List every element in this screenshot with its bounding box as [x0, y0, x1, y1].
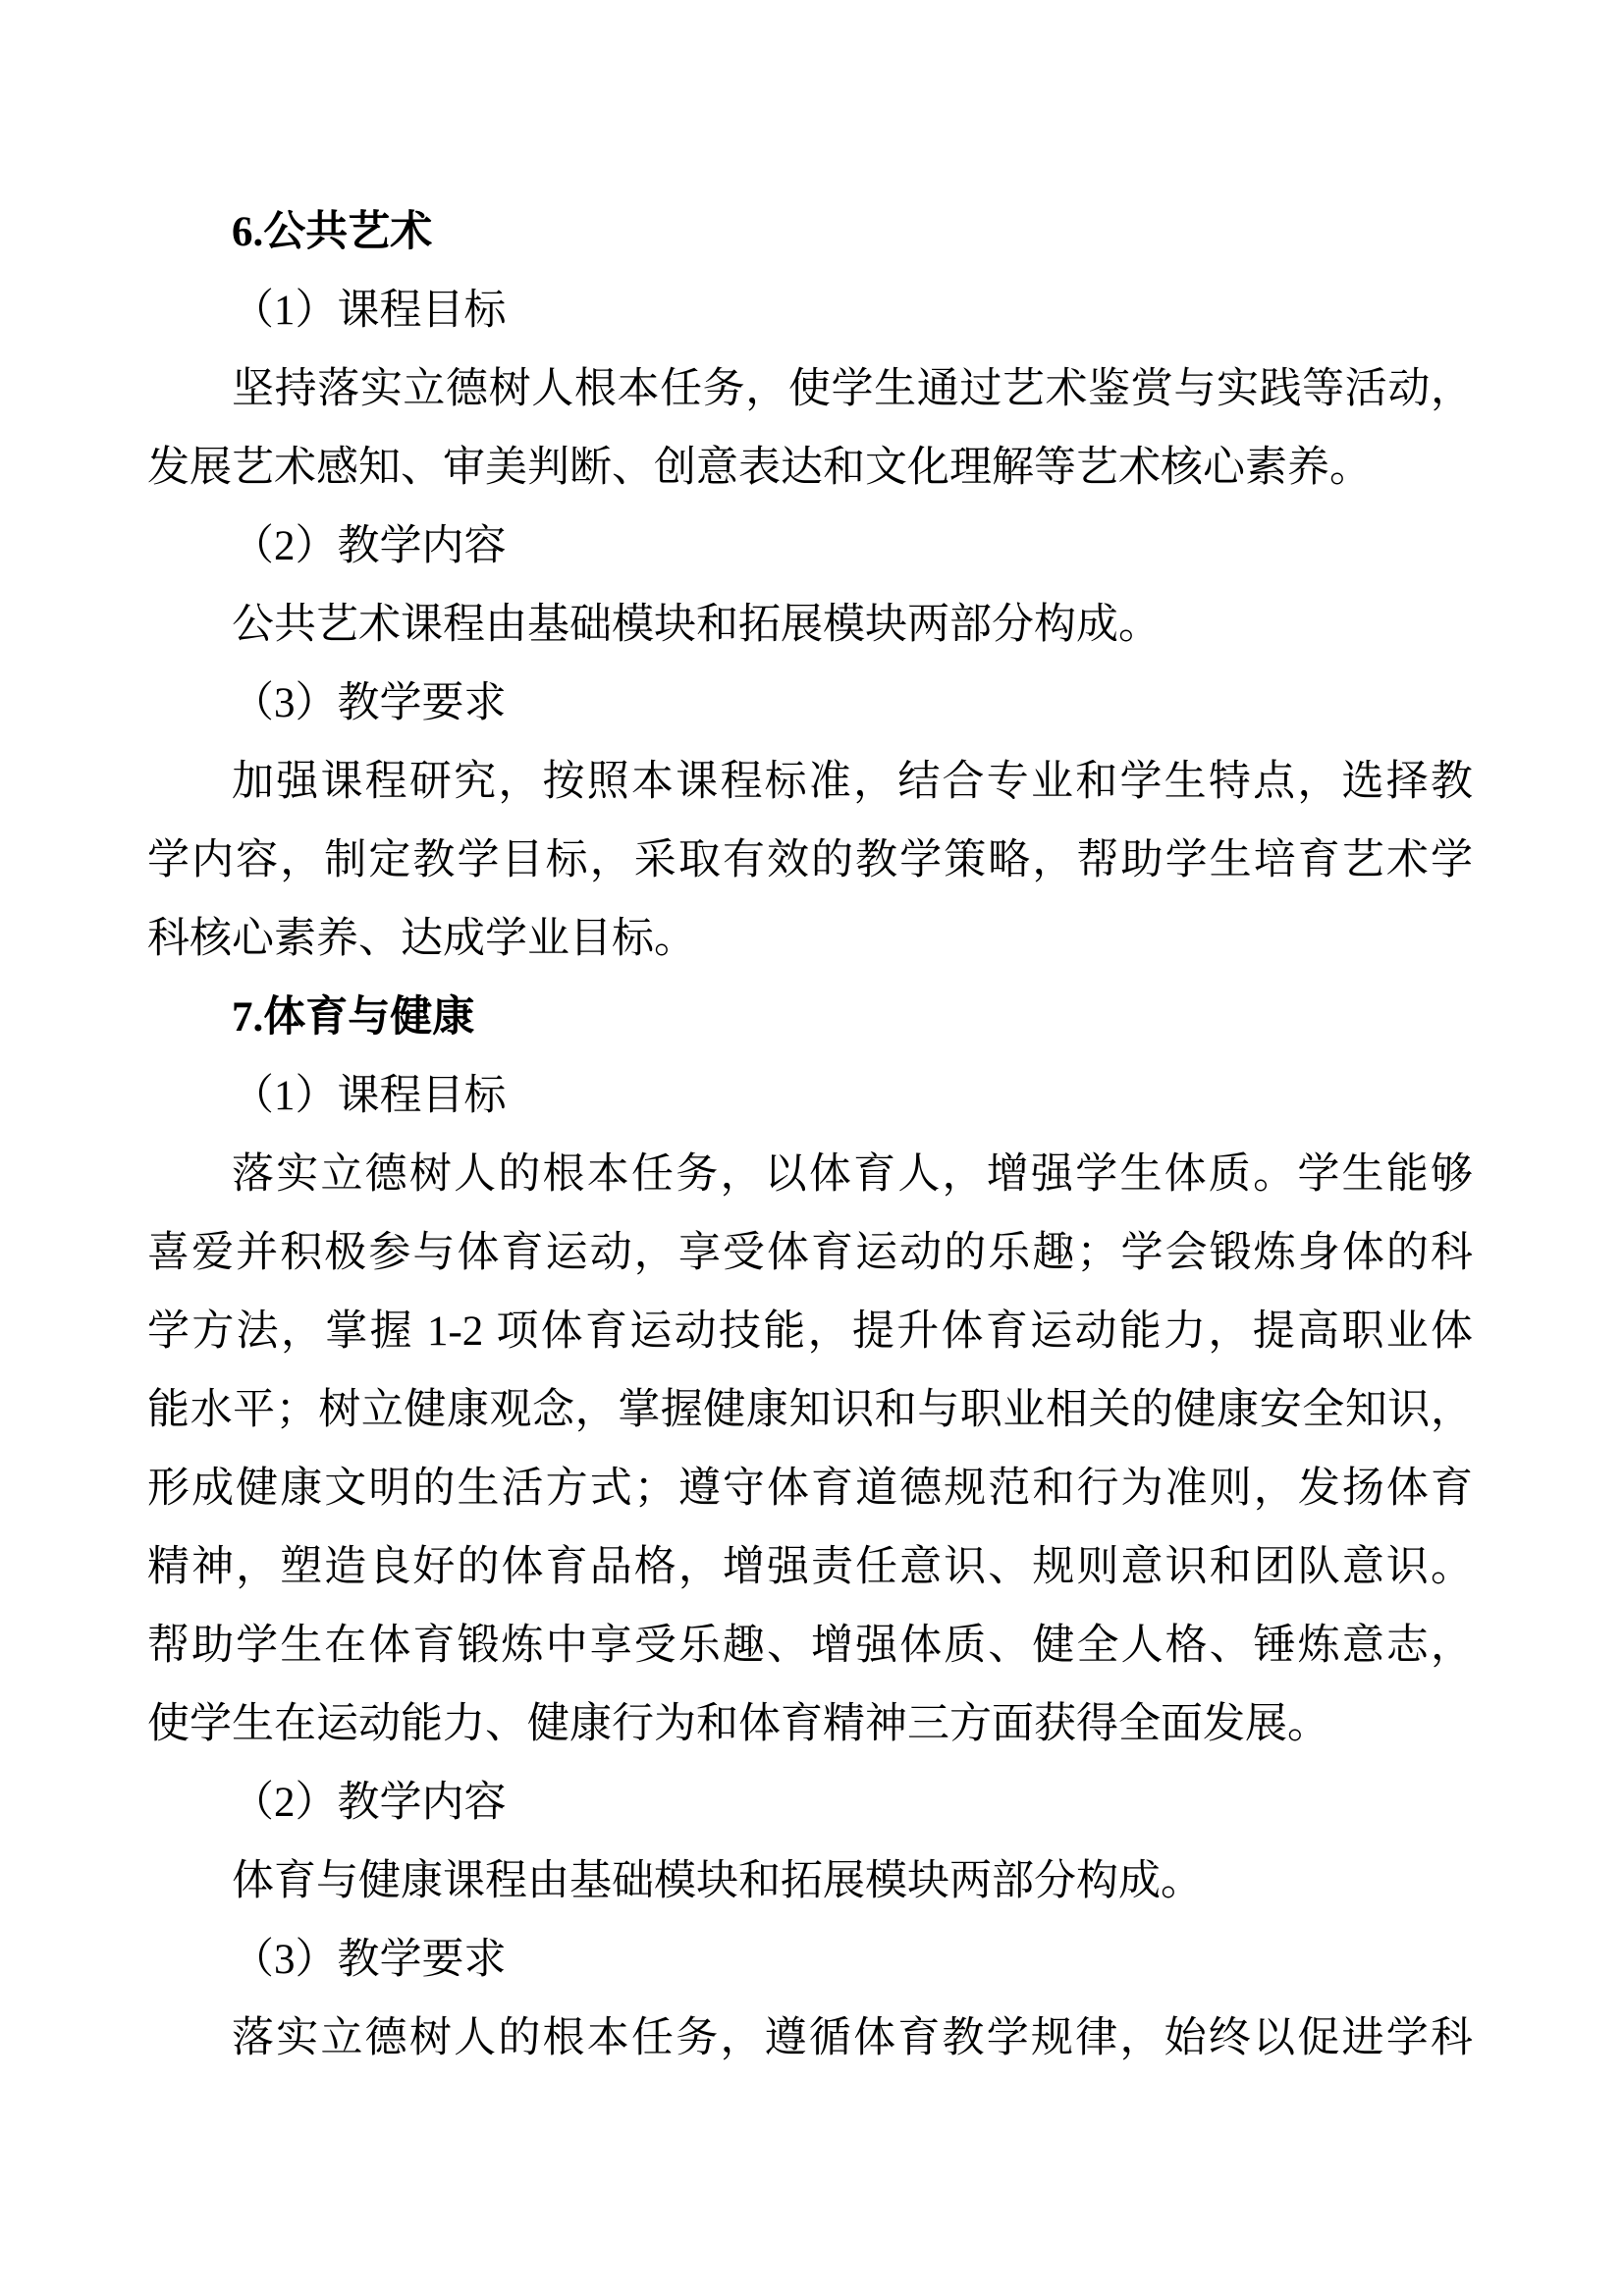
- subsection-heading: （2）教学内容: [232, 523, 507, 569]
- text-line: 落实立德树人的根本任务，遵循体育教学规律，始终以促进学科: [232, 2015, 1473, 2061]
- text-line: 精神，塑造良好的体育品格，增强责任意识、规则意识和团队意识。: [147, 1544, 1473, 1590]
- section-heading: 7.体育与健康: [232, 994, 475, 1041]
- text-line: 公共艺术课程由基础模块和拓展模块两部分构成。: [232, 602, 1161, 648]
- text-line: 体育与健康课程由基础模块和拓展模块两部分构成。: [232, 1858, 1203, 1904]
- text-line: 发展艺术感知、审美判断、创意表达和文化理解等艺术核心素养。: [147, 445, 1372, 491]
- subsection-heading: （1）课程目标: [232, 1073, 507, 1119]
- section-heading: 6.公共艺术: [232, 209, 433, 255]
- text-line: 使学生在运动能力、健康行为和体育精神三方面获得全面发展。: [147, 1701, 1329, 1747]
- text-line: 喜爱并积极参与体育运动，享受体育运动的乐趣；学会锻炼身体的科: [147, 1230, 1473, 1276]
- text-line: 能水平；树立健康观念，掌握健康知识和与职业相关的健康安全知识，: [147, 1387, 1473, 1433]
- text-line: 帮助学生在体育锻炼中享受乐趣、增强体质、健全人格、锤炼意志，: [147, 1623, 1473, 1669]
- text-line: 形成健康文明的生活方式；遵守体育道德规范和行为准则，发扬体育: [147, 1466, 1473, 1512]
- subsection-heading: （3）教学要求: [232, 680, 507, 726]
- text-line: 科核心素养、达成学业目标。: [147, 916, 696, 962]
- text-line: 坚持落实立德树人根本任务，使学生通过艺术鉴赏与实践等活动，: [232, 366, 1473, 412]
- subsection-heading: （1）课程目标: [232, 288, 507, 334]
- text-line: 加强课程研究，按照本课程标准，结合专业和学生特点，选择教: [232, 759, 1473, 805]
- subsection-heading: （3）教学要求: [232, 1937, 507, 1983]
- text-line: 学方法，掌握 1-2 项体育运动技能，提升体育运动能力，提高职业体: [147, 1308, 1473, 1355]
- text-line: 落实立德树人的根本任务，以体育人，增强学生体质。学生能够: [232, 1151, 1473, 1198]
- document-text-block: [147, 193, 1473, 2078]
- subsection-heading: （2）教学内容: [232, 1780, 507, 1826]
- text-line: 学内容，制定教学目标，采取有效的教学策略，帮助学生培育艺术学: [147, 837, 1473, 883]
